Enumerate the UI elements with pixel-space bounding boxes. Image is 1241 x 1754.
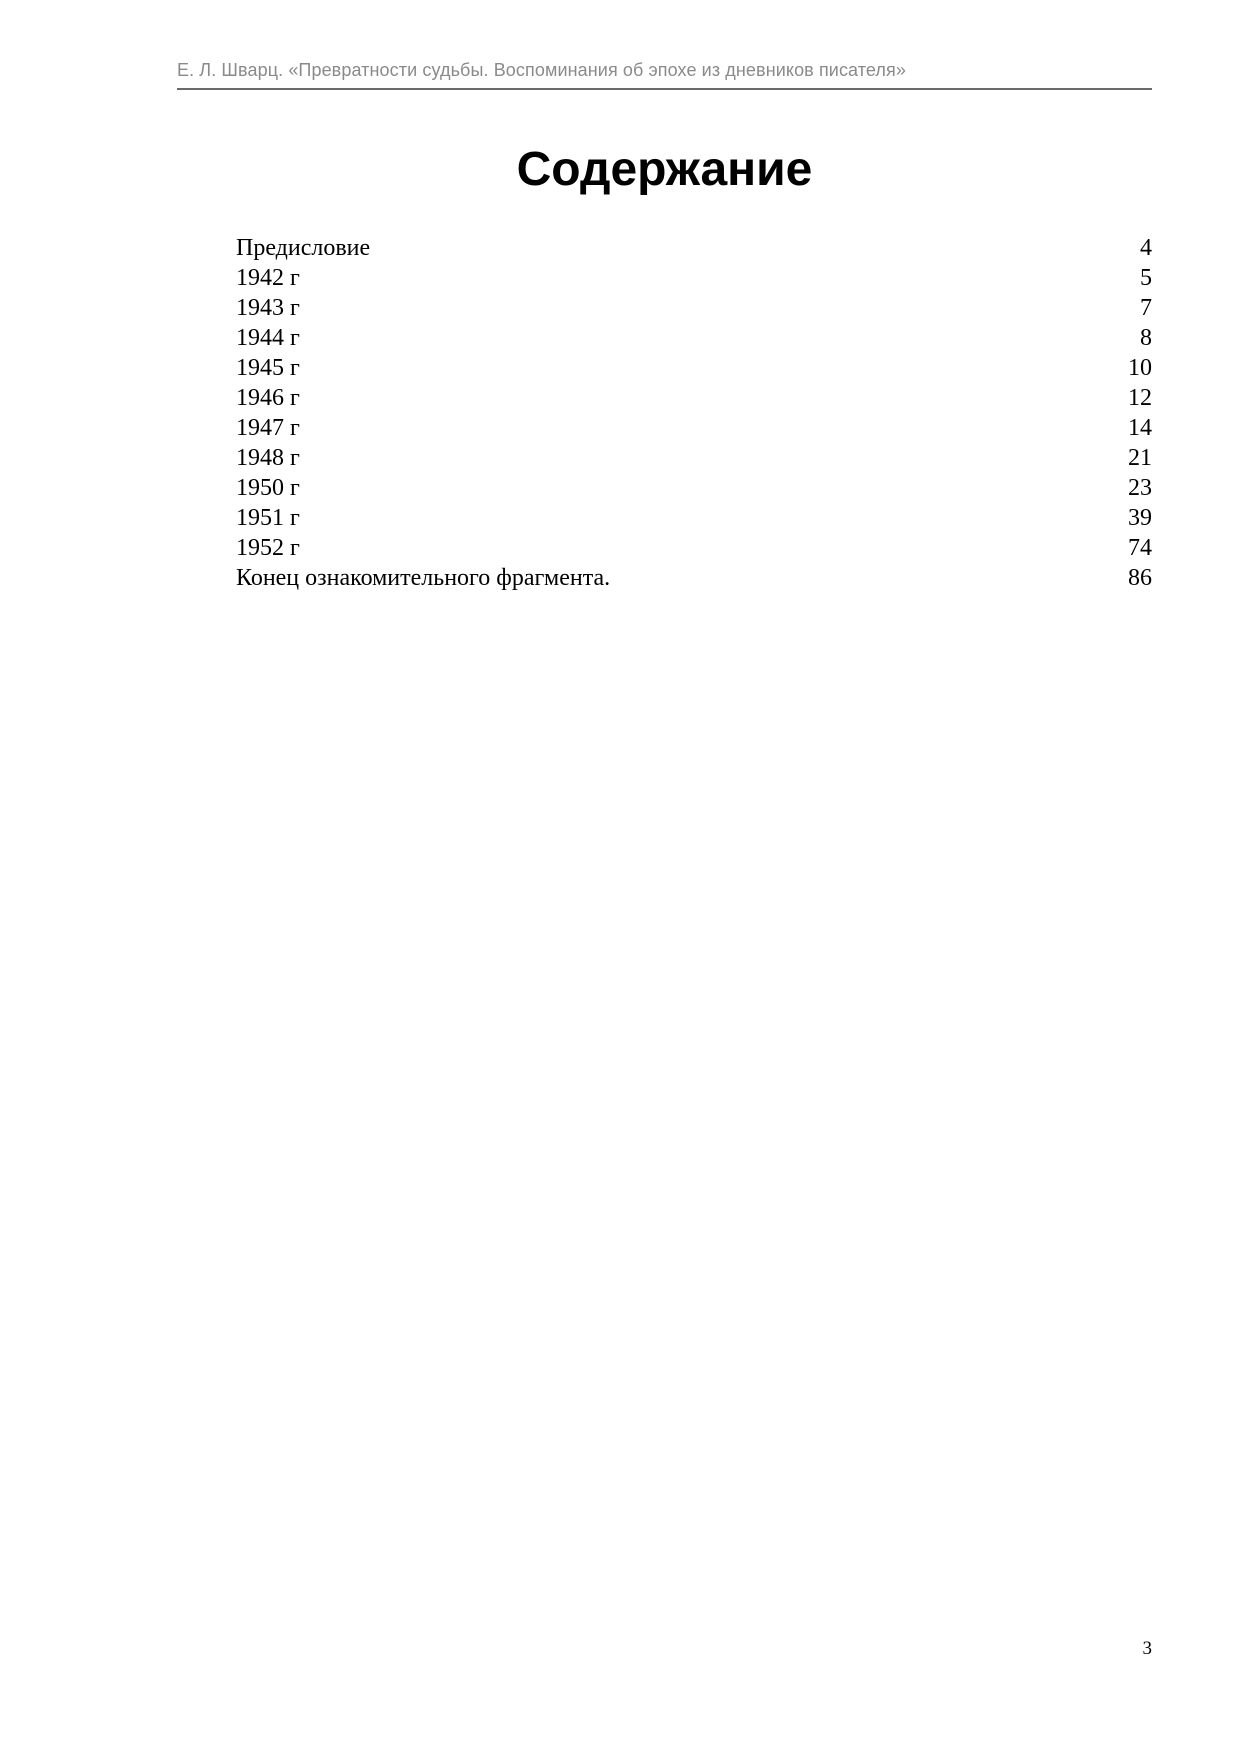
page-title: Содержание <box>516 143 813 196</box>
running-header: Е. Л. Шварц. «Превратности судьбы. Воспоминания об эпохе из дневников писателя» <box>177 58 1152 90</box>
toc-entry[interactable] <box>236 263 1152 293</box>
toc-entry-label[interactable]: Конец ознакомительного фрагмента. <box>236 565 611 591</box>
toc-entry[interactable] <box>236 293 1152 323</box>
toc-entry-page: 5 <box>1140 265 1152 291</box>
toc-entry-page: 23 <box>1128 475 1152 501</box>
toc-entry-label[interactable]: 1946 г <box>236 385 300 411</box>
toc-entry-page: 8 <box>1140 325 1152 351</box>
toc-entry-page: 21 <box>1128 445 1152 471</box>
toc-entry-label[interactable]: 1947 г <box>236 415 300 441</box>
toc-entry-page: 86 <box>1128 565 1152 591</box>
toc-entry[interactable] <box>236 353 1152 383</box>
table-of-contents <box>236 233 1152 593</box>
toc-entry[interactable] <box>236 413 1152 443</box>
toc-entry-page: 14 <box>1128 415 1152 441</box>
toc-entry-label[interactable]: Предисловие <box>236 235 371 261</box>
toc-entry-page: 74 <box>1128 535 1152 561</box>
toc-entry-page: 10 <box>1128 355 1152 381</box>
toc-entry-label[interactable]: 1942 г <box>236 265 300 291</box>
toc-entry-page: 39 <box>1128 505 1152 531</box>
toc-entry-label[interactable]: 1952 г <box>236 535 300 561</box>
toc-entry[interactable] <box>236 533 1152 563</box>
toc-entry[interactable] <box>236 233 1152 263</box>
toc-entry[interactable] <box>236 473 1152 503</box>
toc-entry-label[interactable]: 1950 г <box>236 475 300 501</box>
toc-entry[interactable] <box>236 503 1152 533</box>
toc-entry[interactable] <box>236 383 1152 413</box>
toc-entry-label[interactable]: 1944 г <box>236 325 300 351</box>
toc-entry[interactable] <box>236 443 1152 473</box>
toc-entry-page: 4 <box>1140 235 1152 261</box>
toc-entry[interactable] <box>236 323 1152 353</box>
toc-entry-page: 7 <box>1140 295 1152 321</box>
toc-entry-page: 12 <box>1128 385 1152 411</box>
toc-entry-label[interactable]: 1945 г <box>236 355 300 381</box>
toc-entry-label[interactable]: 1951 г <box>236 505 300 531</box>
toc-entry[interactable] <box>236 563 1152 593</box>
page-number: 3 <box>1142 1638 1152 1659</box>
toc-entry-label[interactable]: 1948 г <box>236 445 300 471</box>
toc-entry-label[interactable]: 1943 г <box>236 295 300 321</box>
